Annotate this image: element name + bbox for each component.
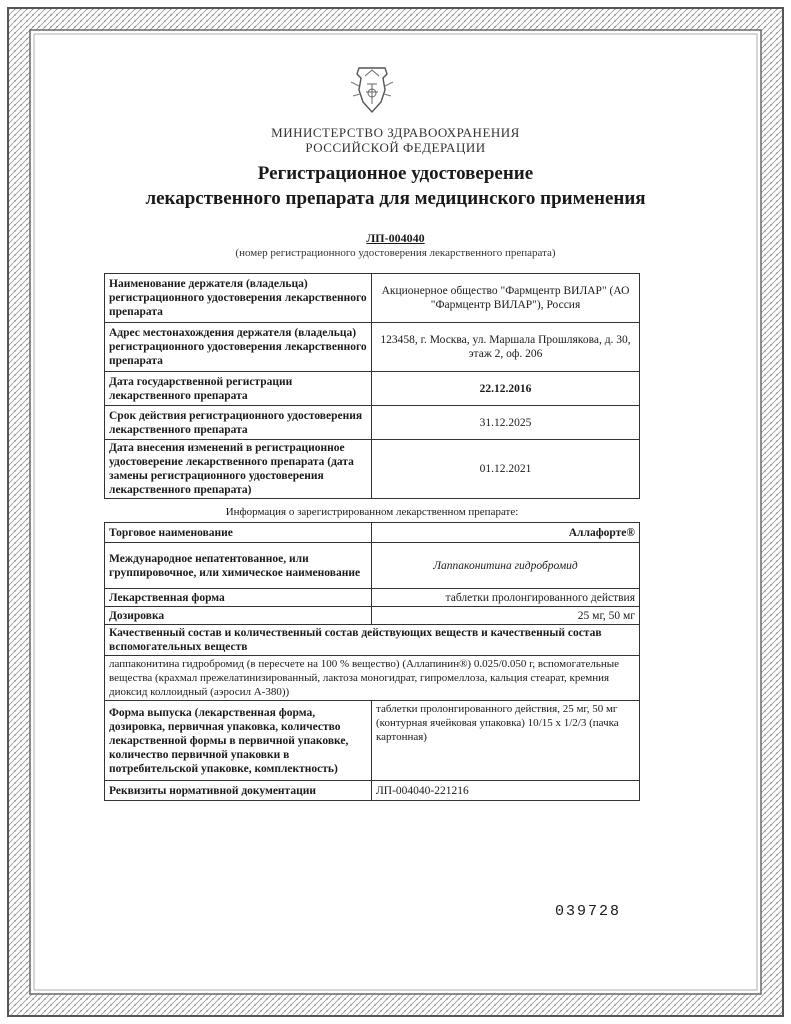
holder-info-table xyxy=(104,273,640,499)
table-row xyxy=(105,589,640,607)
document-title-line-1: Регистрационное удостоверение xyxy=(257,163,534,184)
table-row xyxy=(105,781,640,801)
table-row xyxy=(105,323,640,372)
table-row xyxy=(105,656,640,701)
validity-period-label: Срок действия регистрационного удостоверения лекарственного препарата xyxy=(105,406,372,440)
dosage-form-value: таблетки пролонгированного действия xyxy=(372,589,640,607)
table-row xyxy=(105,625,640,656)
coat-of-arms-emblem xyxy=(341,62,403,124)
document-title-line-2: лекарственного препарата для медицинского применения xyxy=(145,188,646,209)
serial-number: 039728 xyxy=(555,903,622,920)
table-row xyxy=(105,523,640,543)
trade-name-label: Торговое наименование xyxy=(105,523,372,543)
dosage-value: 25 мг, 50 мг xyxy=(372,607,640,625)
amendment-date-value: 01.12.2021 xyxy=(372,440,640,499)
table-row xyxy=(105,701,640,781)
dosage-form-label: Лекарственная форма xyxy=(105,589,372,607)
table-row xyxy=(105,440,640,499)
info-heading: Информация о зарегистрированном лекарственном препарате: xyxy=(225,506,519,518)
normative-doc-value: ЛП-004040-221216 xyxy=(372,781,640,801)
registration-date-label: Дата государственной регистрации лекарственного препарата xyxy=(105,372,372,406)
holder-name-label: Наименование держателя (владельца) регистрационного удостоверения лекарственного препарата xyxy=(105,274,372,323)
validity-period-value: 31.12.2025 xyxy=(372,406,640,440)
ministry-line-1: МИНИСТЕРСТВО ЗДРАВООХРАНЕНИЯ xyxy=(271,125,520,140)
trade-name-value: Аллафорте® xyxy=(372,523,640,543)
ministry-line-2: РОССИЙСКОЙ ФЕДЕРАЦИИ xyxy=(305,140,486,155)
dosage-label: Дозировка xyxy=(105,607,372,625)
composition-text: лаппаконитина гидробромид (в пересчете на 100 % вещество) (Аллапинин®) 0.025/0.050 г, вспомогательные вещества (крахмал прежелатинизированный, лактоза моногидрат, гипромеллоза, кальция стеарат, кремния диоксид коллоидный (аэросил А-380)) xyxy=(105,656,640,701)
holder-address-label: Адрес местонахождения держателя (владельца) регистрационного удостоверения лекарственного препарата xyxy=(105,323,372,372)
composition-heading: Качественный состав и количественный состав действующих веществ и качественный состав вспомогательных веществ xyxy=(105,625,640,656)
holder-name-value: Акционерное общество "Фармцентр ВИЛАР" (АО "Фармцентр ВИЛАР"), Россия xyxy=(372,274,640,323)
registration-number: ЛП-004040 xyxy=(366,231,425,245)
amendment-date-label: Дата внесения изменений в регистрационное удостоверение лекарственного препарата (дата замены регистрационного удостоверения лекарственного препарата) xyxy=(105,440,372,499)
release-form-value: таблетки пролонгированного действия, 25 мг, 50 мг (контурная ячейковая упаковка) 10/15 x 1/2/3 (пачка картонная) xyxy=(372,701,640,781)
product-info-table xyxy=(104,522,640,801)
inn-label: Международное непатентованное, или группировочное, или химическое наименование xyxy=(105,543,372,589)
inn-value: Лаппаконитина гидробромид xyxy=(372,543,640,589)
registration-number-caption: (номер регистрационного удостоверения лекарственного препарата) xyxy=(235,247,556,259)
table-row xyxy=(105,372,640,406)
table-row xyxy=(105,406,640,440)
registration-date-value: 22.12.2016 xyxy=(372,372,640,406)
holder-address-value: 123458, г. Москва, ул. Маршала Прошлякова, д. 30, этаж 2, оф. 206 xyxy=(372,323,640,372)
release-form-label: Форма выпуска (лекарственная форма, дозировка, первичная упаковка, количество лекарственной формы в первичной упаковке, количество первичной упаковки в потребительской упаковке, комплектность) xyxy=(105,701,372,781)
normative-doc-label: Реквизиты нормативной документации xyxy=(105,781,372,801)
table-row xyxy=(105,607,640,625)
table-row xyxy=(105,543,640,589)
table-row xyxy=(105,274,640,323)
